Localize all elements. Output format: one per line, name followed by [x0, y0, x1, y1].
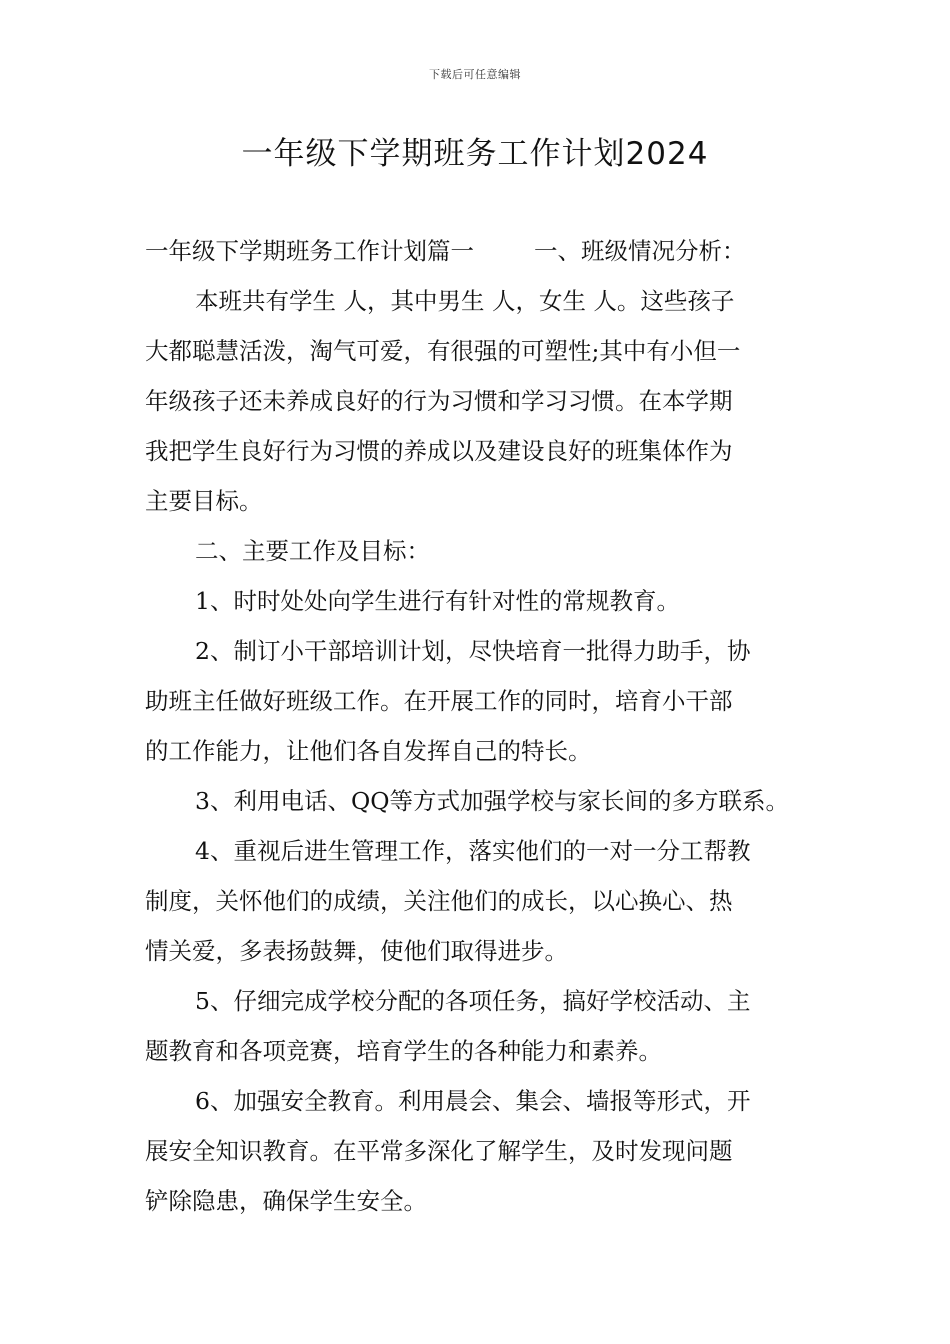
paragraph-line: 情关爱，多表扬鼓舞，使他们取得进步。 [145, 937, 568, 965]
paragraph-line: 二、主要工作及目标： [195, 537, 430, 565]
subsection-heading: 一、班级情况分析： [534, 237, 746, 265]
paragraph-line: 4、重视后进生管理工作，落实他们的一对一分工帮教 [195, 837, 751, 865]
document-body [145, 226, 810, 1226]
paragraph-line: 制度，关怀他们的成绩，关注他们的成长，以心换心、热 [145, 887, 733, 915]
paragraph-line [145, 226, 810, 276]
header-note: 下载后可任意编辑 [429, 68, 521, 81]
paragraph-line: 6、加强安全教育。利用晨会、集会、墙报等形式，开 [195, 1087, 751, 1115]
paragraph-line: 我把学生良好行为习惯的养成以及建设良好的班集体作为 [145, 437, 733, 465]
paragraph-line: 2、制订小干部培训计划，尽快培育一批得力助手，协 [195, 637, 751, 665]
paragraph-line: 展安全知识教育。在平常多深化了解学生，及时发现问题 [145, 1137, 733, 1165]
paragraph-line: 本班共有学生 人，其中男生 人，女生 人。这些孩子 [195, 287, 735, 315]
paragraph-line: 助班主任做好班级工作。在开展工作的同时，培育小干部 [145, 687, 733, 715]
paragraph-line: 的工作能力，让他们各自发挥自己的特长。 [145, 737, 592, 765]
document-title: 一年级下学期班务工作计划2024 [241, 136, 709, 172]
paragraph-line: 题教育和各项竞赛，培育学生的各种能力和素养。 [145, 1037, 662, 1065]
section-heading: 一年级下学期班务工作计划篇一 [145, 237, 474, 265]
paragraph-line: 大都聪慧活泼，淘气可爱，有很强的可塑性;其中有小但一 [145, 337, 741, 365]
paragraph-line: 铲除隐患，确保学生安全。 [145, 1187, 427, 1215]
paragraph-line: 年级孩子还未养成良好的行为习惯和学习习惯。在本学期 [145, 387, 733, 415]
paragraph-line: 主要目标。 [145, 487, 263, 515]
paragraph-line: 3、利用电话、QQ等方式加强学校与家长间的多方联系。 [195, 787, 789, 815]
paragraph-line: 5、仔细完成学校分配的各项任务，搞好学校活动、主 [195, 987, 751, 1015]
paragraph-line: 1、时时处处向学生进行有针对性的常规教育。 [195, 587, 680, 615]
